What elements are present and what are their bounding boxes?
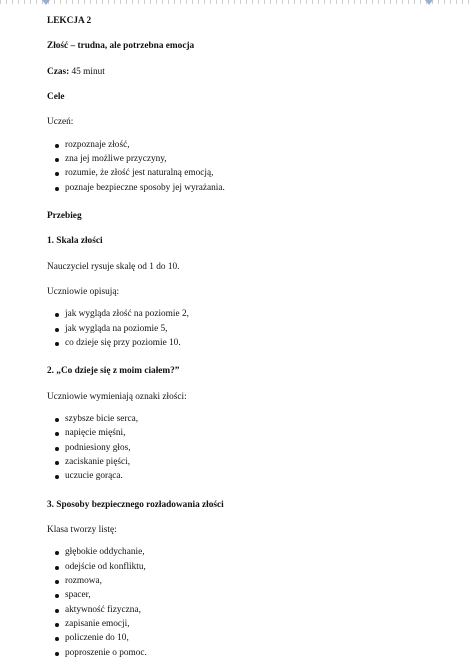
section3-intro: Klasa tworzy listę: [47, 524, 117, 535]
list-item: głębokie oddychanie, [65, 547, 447, 558]
list-item: spacer, [65, 590, 447, 601]
goals-heading: Cele [47, 91, 65, 102]
list-item: szybsze bicie serca, [65, 414, 447, 425]
section1-intro: Uczniowie opisują: [47, 286, 120, 297]
list-item: zaciskanie pięści, [65, 457, 447, 468]
list-item: poproszenie o pomoc. [65, 648, 447, 659]
section2-heading: 2. „Co dzieje się z moim ciałem?” [47, 366, 180, 377]
list-item: uczucie gorąca. [65, 471, 447, 482]
section3-list [47, 547, 447, 659]
lesson-topic: Złość – trudna, ale potrzebna emocja [47, 41, 195, 52]
document-page [47, 16, 447, 662]
list-item: jak wygląda na poziomie 5, [65, 324, 447, 335]
list-item: rozmowa, [65, 576, 447, 587]
left-indent-marker[interactable] [42, 0, 50, 5]
list-item: rozumie, że złość jest naturalną emocją, [65, 168, 447, 179]
list-item: aktywność fizyczna, [65, 605, 447, 616]
list-item: poznaje bezpieczne sposoby jej wyrażania. [65, 183, 447, 194]
list-item: podniesiony głos, [65, 443, 447, 454]
right-indent-marker[interactable] [425, 0, 433, 5]
list-item: zapisanie emocji, [65, 619, 447, 630]
list-item: jak wygląda złość na poziomie 2, [65, 309, 447, 320]
section2-intro: Uczniowie wymieniają oznaki złości: [47, 391, 187, 402]
section1-list [47, 309, 447, 349]
course-heading: Przebieg [47, 210, 82, 221]
time-value: 45 minut [71, 66, 105, 77]
lesson-time [47, 67, 447, 78]
list-item: odejście od konfliktu, [65, 562, 447, 573]
list-item: co dzieje się przy poziomie 10. [65, 338, 447, 349]
list-item: rozpoznaje złość, [65, 140, 447, 151]
lesson-title: LEKCJA 2 [47, 16, 92, 26]
ruler [0, 0, 470, 4]
list-item: policzenie do 10, [65, 633, 447, 644]
section1-heading: 1. Skala złości [47, 236, 103, 247]
time-label: Czas: [47, 66, 70, 77]
goals-list [47, 140, 447, 194]
list-item: napięcie mięśni, [65, 428, 447, 439]
goals-intro: Uczeń: [47, 117, 74, 128]
section1-paragraph: Nauczyciel rysuje skalę od 1 do 10. [47, 261, 180, 272]
section2-list [47, 414, 447, 483]
list-item: zna jej możliwe przyczyny, [65, 154, 447, 165]
section3-heading: 3. Sposoby bezpiecznego rozładowania złości [47, 499, 224, 510]
